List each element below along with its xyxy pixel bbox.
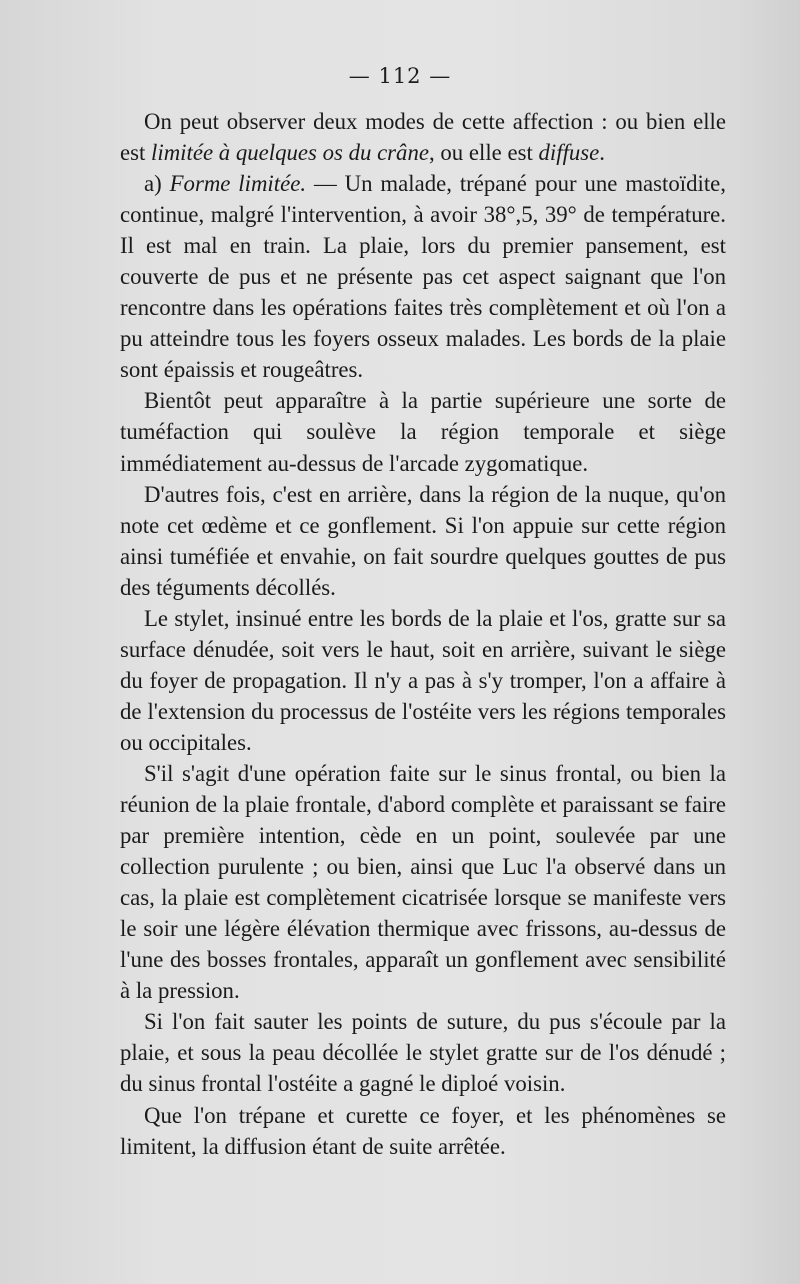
paragraph-1-text-a: On peut observer deux modes de cette affection : ou bien elle est [120, 109, 726, 166]
paragraph-6: S'il s'agit d'une opération faite sur le sinus frontal, ou bien la réunion de la plaie frontale, d'abord complète et paraissant se faire par première intention, cède en un point, soulevée par une collection purulente ; ou bien, ainsi que Luc l'a observé dans un cas, la plaie est complètement cicatrisée lorsque se manifeste vers le soir une légère élévation thermique avec frissons, au-dessus de l'une des bosses frontales, apparaît un gonflement avec sensibilité à la pression. [120, 760, 726, 1004]
paragraph-3: Bientôt peut apparaître à la partie supérieure une sorte de tuméfaction qui soulève la région temporale et siège immédiatement au-dessus de l'arcade zygomatique. [120, 388, 726, 476]
paragraph-2 [120, 168, 726, 385]
paragraph-1-italic-limitee: limitée à quelques os du crâne [151, 140, 429, 166]
paragraph-1 [120, 106, 726, 168]
paragraph-2-text: — Un malade, trépané pour une mastoïdite, continue, malgré l'intervention, à avoir 38°,5, 39° de température. Il est mal en train. La plaie, lors du premier pansement, est couverte de pus et ne présente pas cet aspect saignant que l'on rencontre dans les opérations faites très complètement et où l'on a pu atteindre tous les foyers osseux malades. Les bords de la plaie sont épaissis et rougeâtres. [120, 171, 726, 383]
section-label-prefix: a) [144, 171, 170, 197]
paragraph-1-text-e: . [599, 140, 605, 166]
paragraph-8: Que l'on trépane et curette ce foyer, et les phénomènes se limitent, la diffusion étant de suite arrêtée. [120, 1102, 726, 1159]
paragraph-5: Le stylet, insinué entre les bords de la plaie et l'os, gratte sur sa surface dénudée, soit vers le haut, soit en arrière, suivant le siège du foyer de propagation. Il n'y a pas à s'y tromper, l'on a affaire à de l'extension du processus de l'ostéite vers les régions temporales ou occipitales. [120, 605, 726, 755]
section-heading-forme-limitee: Forme limitée. [169, 171, 307, 197]
page-number: — 112 — [348, 64, 452, 88]
body-text [120, 106, 726, 1162]
paragraph-1-text-c: , ou elle est [428, 140, 539, 166]
paragraph-4: D'autres fois, c'est en arrière, dans la région de la nuque, qu'on note cet œdème et ce gonflement. Si l'on appuie sur cette région ainsi tuméfiée et envahie, on fait sourdre quelques gouttes de pus des téguments décollés. [120, 481, 726, 600]
paragraph-1-italic-diffuse: diffuse [538, 140, 600, 166]
paragraph-7: Si l'on fait sauter les points de suture, du pus s'écoule par la plaie, et sous la peau décollée le stylet gratte sur de l'os dénudé ; du sinus frontal l'ostéite a gagné le diploé voisin. [120, 1009, 726, 1097]
